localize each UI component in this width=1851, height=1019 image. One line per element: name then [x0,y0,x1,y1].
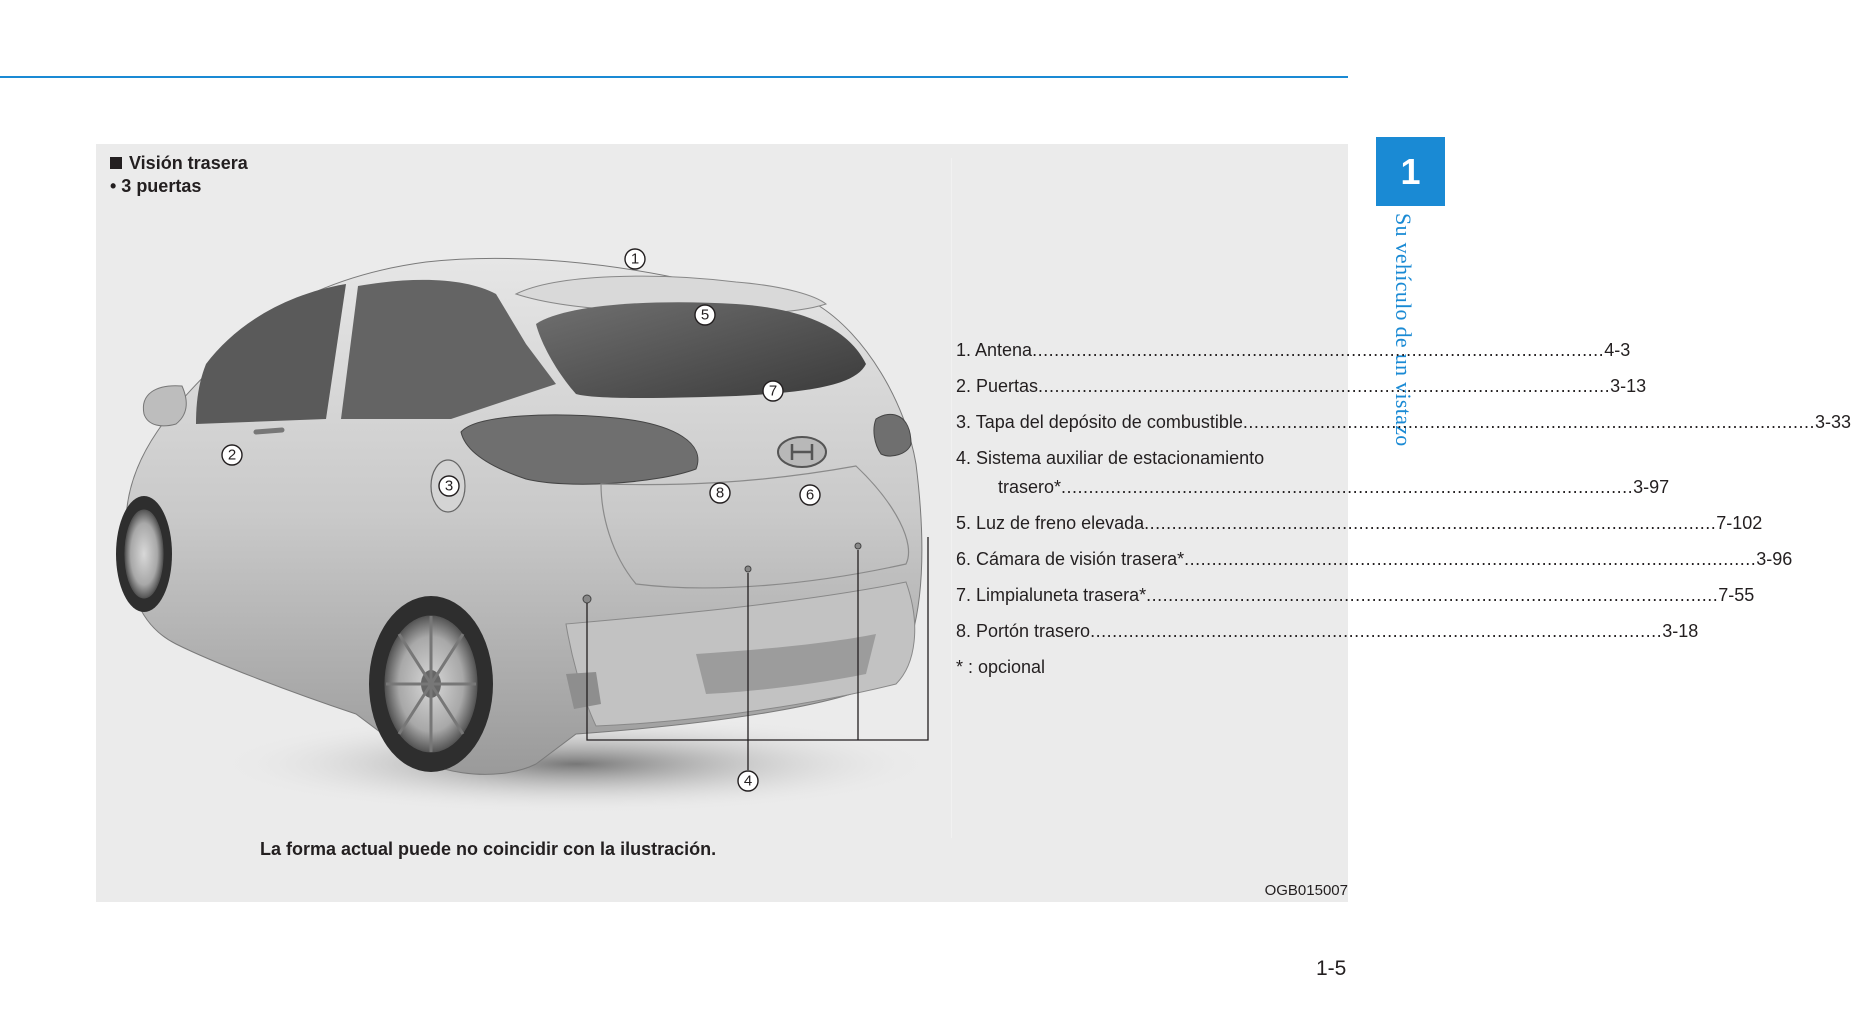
svg-text:8: 8 [715,484,725,502]
legend-item: 2. Puertas ........................................................................................................ 3-13 [956,376,1647,396]
legend-item: 8. Portón trasero ........................................................................................................ 3-18 [956,621,1699,641]
figure-subheading: • 3 puertas [110,176,202,196]
leader-dots: ........................................................................................................ [1061,477,1634,497]
page-number: 1-5 [1316,957,1347,980]
figure-caption: La forma actual puede no coincidir con la ilustración. [260,839,717,859]
callout-5 [695,305,715,325]
callout-3 [439,476,459,496]
figure-divider [951,158,952,838]
svg-text:5: 5 [700,306,710,324]
svg-text:6: 6 [805,486,815,504]
chapter-title: Su vehículo de un vistazo [1391,213,1416,447]
leader-dots: ........................................................................................................ [1090,621,1663,641]
figure-heading [110,152,248,175]
callout-8 [710,483,730,503]
legend-item: 7. Limpialuneta trasera* ........................................................................................................ 7-55 [956,585,1755,605]
legend-item: 6. Cámara de visión trasera* ........................................................................................................ 3-96 [956,549,1793,569]
callout-7 [763,381,783,401]
leader-dots: ........................................................................................................ [1242,412,1815,432]
svg-text:2: 2 [227,446,237,464]
legend-note: * : opcional [956,657,1046,677]
chapter-number-tab: 1 [1376,137,1445,206]
svg-text:3: 3 [444,477,454,495]
header-rule [0,76,1348,78]
callout-1 [625,249,645,269]
car-rear-illustration [96,204,946,834]
legend-item: 4. Sistema auxiliar de estacionamiento [956,448,1265,468]
svg-text:1: 1 [630,250,640,268]
leader-dots: ........................................................................................................ [1038,376,1611,396]
svg-text:4: 4 [743,772,753,790]
legend-item: 3. Tapa del depósito de combustible ........................................................................................................ 3-33 [956,412,1851,432]
svg-text:7: 7 [768,382,778,400]
callout-6 [800,485,820,505]
figure-heading-text: Visión trasera [129,153,248,173]
leader-dots: ........................................................................................................ [1032,340,1605,360]
parts-legend [956,340,1851,693]
legend-item: 1. Antena ........................................................................................................ 4-3 [956,340,1631,360]
legend-item-continuation: trasero* ........................................................................................................ 3-97 [998,477,1670,497]
figure-code: OGB015007 [1264,882,1348,899]
callout-4 [738,771,758,791]
leader-dots: ........................................................................................................ [1184,549,1757,569]
legend-item: 5. Luz de freno elevada ........................................................................................................ 7-102 [956,513,1763,533]
leader-dots: ........................................................................................................ [1146,585,1719,605]
callout-2 [222,445,242,465]
square-bullet-icon [110,157,122,169]
leader-dots: ........................................................................................................ [1144,513,1717,533]
